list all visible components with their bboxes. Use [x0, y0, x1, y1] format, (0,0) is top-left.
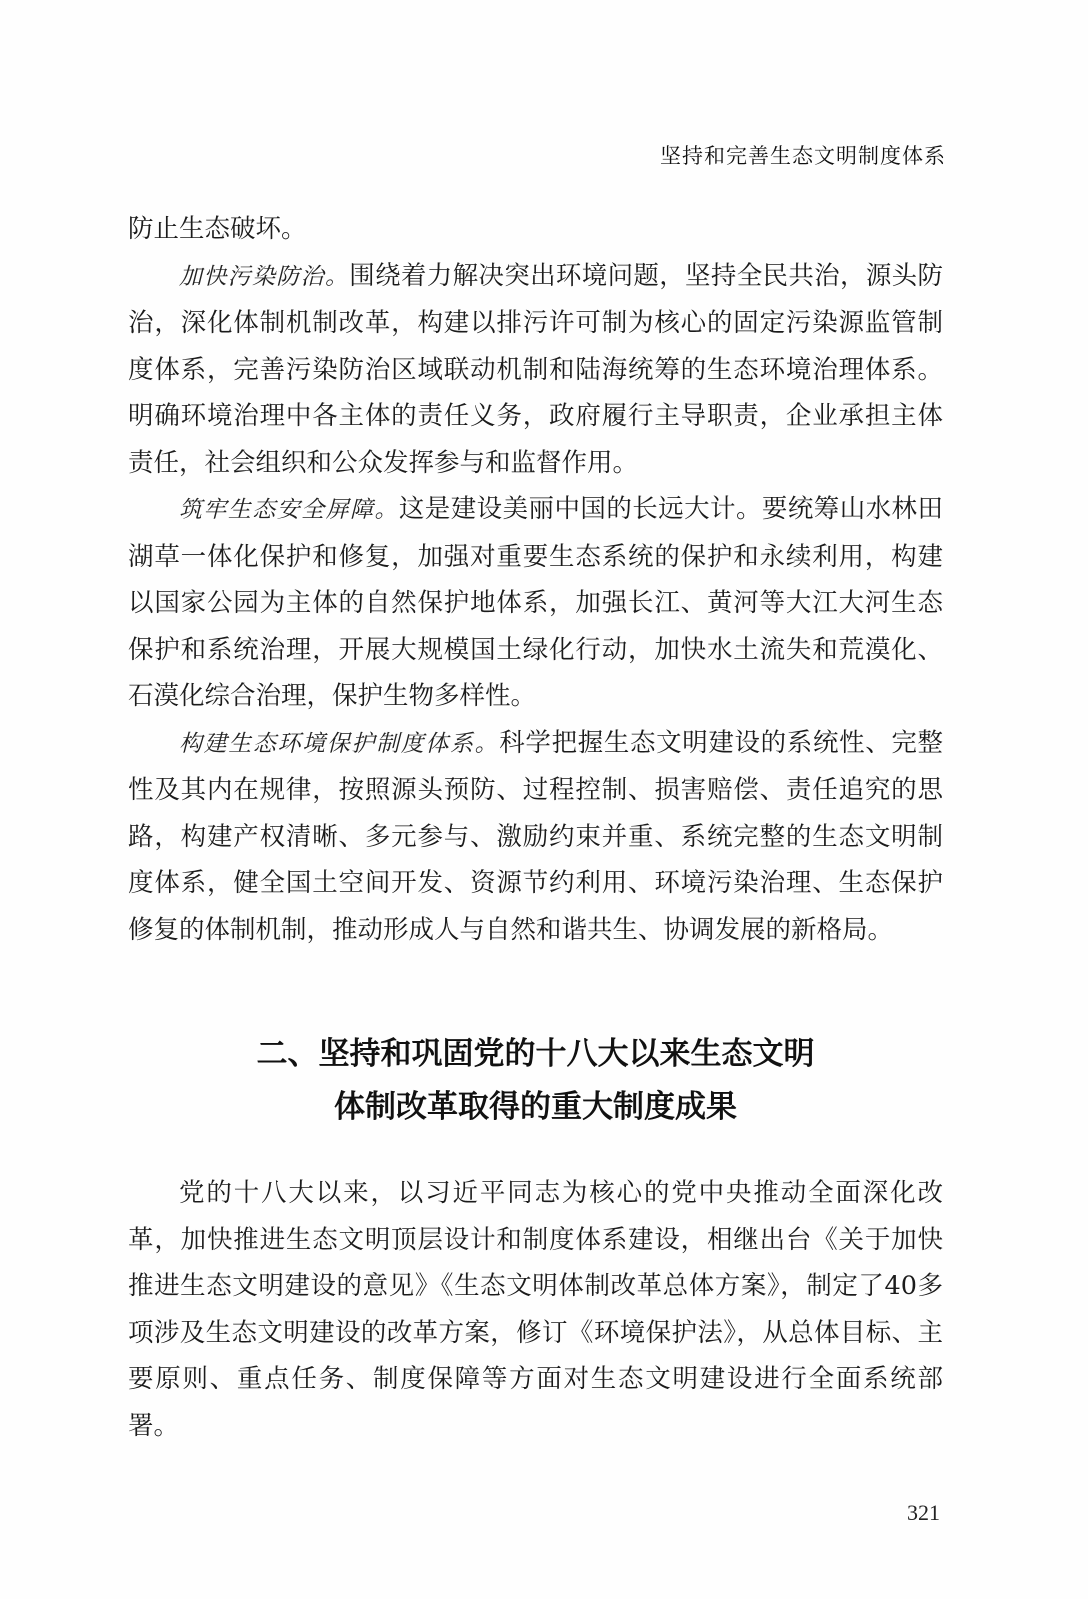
body-text [128, 206, 943, 953]
paragraph-4 [128, 720, 943, 954]
section-heading-line-2: 体制改革取得的重大制度成果 [334, 1089, 737, 1125]
section-body [128, 1170, 943, 1449]
paragraph-1 [128, 206, 943, 253]
section-heading [128, 1028, 943, 1134]
page-number: 321 [907, 1500, 940, 1525]
section-heading-line-1: 二、坚持和巩固党的十八大以来生态文明 [256, 1036, 815, 1072]
paragraph-4-body: 科学把握生态文明建设的系统性、完整性及其内在规律，按照源头预防、过程控制、损害赔偿、责任追究的思路，构建产权清晰、多元参与、激励约束并重、系统完整的生态文明制度体系，健全国土空间开发、资源节约利用、环境污染治理、生态保护修复的体制机制，推动形成人与自然和谐共生、协调发展的新格局。 [128, 727, 943, 945]
paragraph-4-lead: 构建生态环境保护制度体系。 [179, 730, 500, 757]
paragraph-2-lead: 加快污染防治。 [179, 263, 350, 290]
paragraph-3-body: 这是建设美丽中国的长远大计。要统筹山水林田湖草一体化保护和修复，加强对重要生态系统的保护和永续利用，构建以国家公园为主体的自然保护地体系，加强长江、黄河等大江大河生态保护和系统治理，开展大规模国土绿化行动，加快水土流失和荒漠化、石漠化综合治理，保护生物多样性。 [128, 494, 943, 711]
paragraph-3 [128, 486, 943, 720]
running-head: 坚持和完善生态文明制度体系 [660, 144, 946, 168]
paragraph-1-text: 防止生态破坏。 [128, 214, 307, 244]
paragraph-3-lead: 筑牢生态安全屏障。 [179, 497, 399, 523]
paragraph-2-body: 围绕着力解决突出环境问题，坚持全民共治，源头防治，深化体制机制改革，构建以排污许可制为核心的固定污染源监管制度体系，完善污染防治区域联动机制和陆海统筹的生态环境治理体系。明确环境治理中各主体的责任义务，政府履行主导职责，企业承担主体责任，社会组织和公众发挥参与和监督作用。 [128, 260, 943, 478]
paragraph-2 [128, 253, 943, 487]
section-paragraph-1: 党的十八大以来，以习近平同志为核心的党中央推动全面深化改革，加快推进生态文明顶层设计和制度体系建设，相继出台《关于加快推进生态文明建设的意见》《生态文明体制改革总体方案》，制定了40多项涉及生态文明建设的改革方案，修订《环境保护法》，从总体目标、主要原则、重点任务、制度保障等方面对生态文明建设进行全面系统部署。 [128, 1178, 943, 1441]
